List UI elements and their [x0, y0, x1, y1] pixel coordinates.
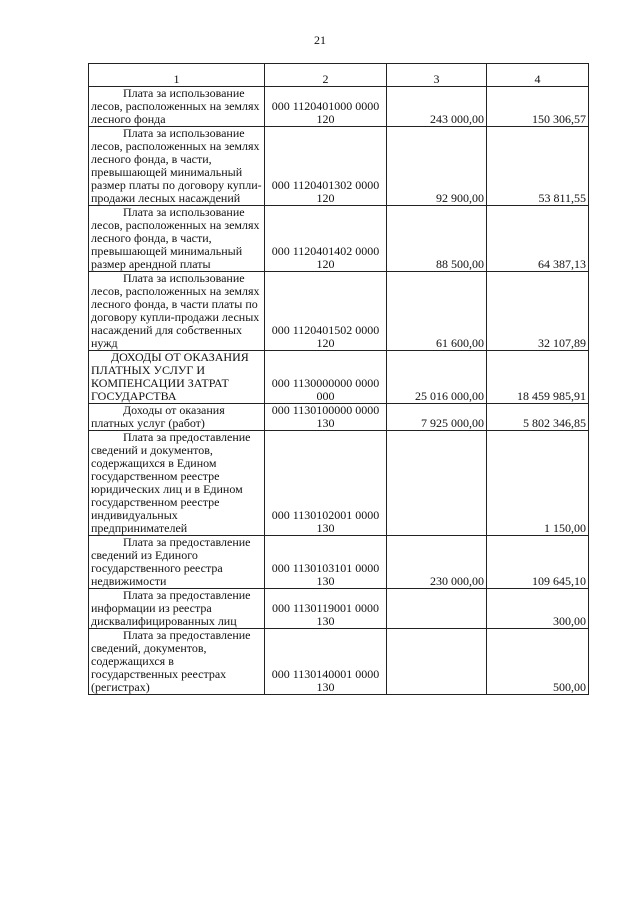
row-actual-amount: 18 459 985,91	[487, 351, 589, 404]
row-name-cell	[89, 536, 265, 589]
row-code: 000 1130102001 0000 130	[265, 431, 387, 536]
row-name-cell	[89, 351, 265, 404]
row-actual-amount: 53 811,55	[487, 127, 589, 206]
row-code: 000 1130103101 0000 130	[265, 536, 387, 589]
table-row	[89, 536, 589, 589]
row-name-cell	[89, 127, 265, 206]
row-plan-amount: 243 000,00	[387, 87, 487, 127]
row-code: 000 1120401000 0000 120	[265, 87, 387, 127]
row-code: 000 1130100000 0000 130	[265, 404, 387, 431]
table-row	[89, 629, 589, 695]
row-plan-amount: 25 016 000,00	[387, 351, 487, 404]
row-plan-amount: 7 925 000,00	[387, 404, 487, 431]
table-row	[89, 272, 589, 351]
row-actual-amount: 64 387,13	[487, 206, 589, 272]
row-code: 000 1120401502 0000 120	[265, 272, 387, 351]
row-actual-amount: 32 107,89	[487, 272, 589, 351]
row-plan-amount: 230 000,00	[387, 536, 487, 589]
header-row	[89, 64, 589, 87]
row-name: Доходы от оказания платных услуг (работ)	[91, 403, 225, 430]
row-name-cell	[89, 404, 265, 431]
row-actual-amount: 150 306,57	[487, 87, 589, 127]
row-name: Плата за предоставление информации из реестра дисквалифицированных лиц	[91, 588, 251, 628]
row-code: 000 1120401302 0000 120	[265, 127, 387, 206]
row-name-cell	[89, 589, 265, 629]
row-actual-amount: 300,00	[487, 589, 589, 629]
table-row	[89, 431, 589, 536]
table-row	[89, 87, 589, 127]
row-code: 000 1130140001 0000 130	[265, 629, 387, 695]
row-name-cell	[89, 272, 265, 351]
row-name: Плата за предоставление сведений из Единого государственного реестра недвижимости	[91, 535, 251, 588]
row-name: Плата за предоставление сведений и документов, содержащихся в Едином государственном реестре юридических лиц и в Едином государственном реестре индивидуальных предпринимателей	[91, 430, 251, 535]
row-name: ДОХОДЫ ОТ ОКАЗАНИЯ ПЛАТНЫХ УСЛУГ И КОМПЕНСАЦИИ ЗАТРАТ ГОСУДАРСТВА	[91, 350, 249, 403]
row-name: Плата за использование лесов, расположенных на землях лесного фонда, в части, превышающей минимальный размер платы по договору купли-продажи лесных насаждений	[91, 126, 262, 205]
row-actual-amount: 1 150,00	[487, 431, 589, 536]
table-row	[89, 127, 589, 206]
row-actual-amount: 500,00	[487, 629, 589, 695]
row-name: Плата за использование лесов, расположенных на землях лесного фонда	[91, 86, 260, 126]
row-plan-amount: 61 600,00	[387, 272, 487, 351]
row-actual-amount: 109 645,10	[487, 536, 589, 589]
row-plan-amount	[387, 431, 487, 536]
page-number: 21	[314, 33, 326, 47]
row-plan-amount: 92 900,00	[387, 127, 487, 206]
row-plan-amount	[387, 589, 487, 629]
row-name: Плата за использование лесов, расположенных на землях лесного фонда, в части, превышающей минимальный размер арендной платы	[91, 205, 260, 271]
column-header: 1	[89, 64, 265, 87]
row-code: 000 1130119001 0000 130	[265, 589, 387, 629]
row-name-cell	[89, 431, 265, 536]
budget-table	[88, 63, 589, 695]
column-header: 4	[487, 64, 589, 87]
column-header: 2	[265, 64, 387, 87]
table-row	[89, 206, 589, 272]
row-name: Плата за использование лесов, расположенных на землях лесного фонда, в части платы по договору купли-продажи лесных насаждений для собственных нужд	[91, 271, 260, 350]
row-code: 000 1130000000 0000 000	[265, 351, 387, 404]
column-header: 3	[387, 64, 487, 87]
table-row	[89, 351, 589, 404]
row-name: Плата за предоставление сведений, документов, содержащихся в государственных реестрах (регистрах)	[91, 628, 251, 694]
row-code: 000 1120401402 0000 120	[265, 206, 387, 272]
row-name-cell	[89, 87, 265, 127]
table-row	[89, 589, 589, 629]
row-name-cell	[89, 206, 265, 272]
row-actual-amount: 5 802 346,85	[487, 404, 589, 431]
row-name-cell	[89, 629, 265, 695]
table-row	[89, 404, 589, 431]
row-plan-amount	[387, 629, 487, 695]
row-plan-amount: 88 500,00	[387, 206, 487, 272]
